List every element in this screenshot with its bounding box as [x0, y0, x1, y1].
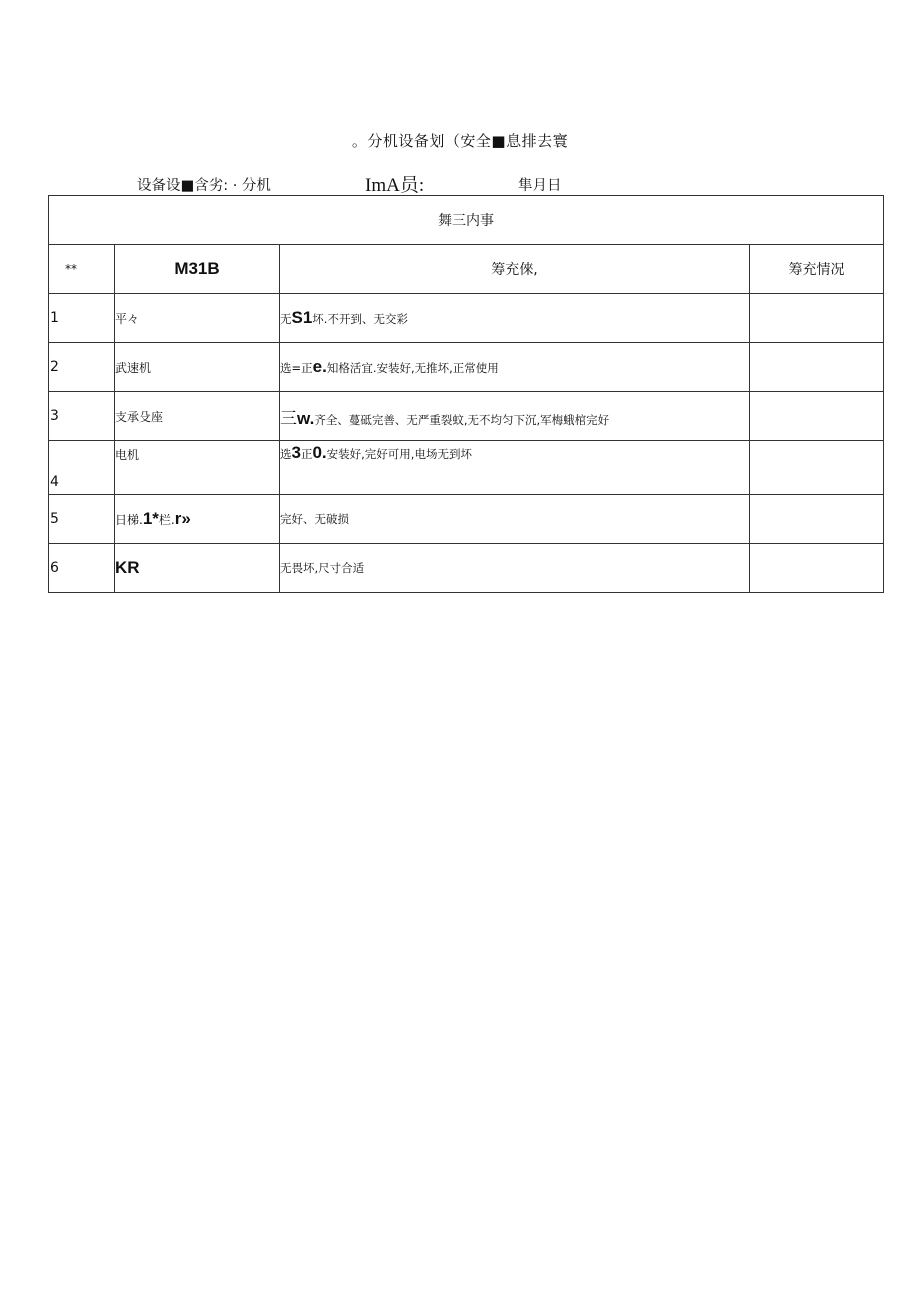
section-title: 舞三内事: [49, 196, 884, 245]
row-part: [115, 495, 280, 544]
req-emphasis-2: 0.: [312, 443, 327, 462]
row-requirement: [280, 392, 750, 441]
part-prefix: 日梯.: [115, 513, 143, 527]
row-part: KR: [115, 544, 280, 593]
table-row: [49, 544, 884, 593]
inspector-label: ImA员:: [365, 175, 425, 196]
row-number: 6: [49, 544, 115, 593]
table-row: [49, 441, 884, 495]
row-status: [750, 392, 884, 441]
section-header-row: [49, 196, 884, 245]
row-status: [750, 544, 884, 593]
document-title: 。分机设备划（安全■息排去寰: [351, 132, 569, 150]
date-label: 隼月日: [518, 178, 562, 194]
req-mid: 正: [300, 447, 313, 461]
row-number: 1: [49, 294, 115, 343]
table-row: [49, 294, 884, 343]
row-requirement: 无畏坏,尺寸合适: [280, 544, 750, 593]
req-prefix: 选=正: [280, 361, 313, 375]
row-part: 武速机: [115, 343, 280, 392]
table-row: [49, 495, 884, 544]
row-status: [750, 495, 884, 544]
req-emphasis: w.: [297, 408, 315, 428]
req-text: 坏.不开到、无交彩: [312, 312, 408, 326]
row-number: 2: [49, 343, 115, 392]
part-emphasis: 1*: [142, 509, 159, 528]
row-number: 5: [49, 495, 115, 544]
header-part: M31B: [115, 245, 280, 294]
req-prefix: 选: [280, 447, 292, 461]
row-status: [750, 294, 884, 343]
inspection-table: [48, 195, 884, 593]
row-status: [750, 441, 884, 495]
row-requirement: 完好、无破损: [280, 495, 750, 544]
req-prefix: 三: [280, 408, 297, 429]
req-prefix: 无: [280, 312, 292, 326]
part-mid: 栏.: [158, 513, 175, 527]
table-row: [49, 392, 884, 441]
req-text: 安装好,完好可用,电场无到坏: [326, 447, 472, 461]
req-emphasis: S1: [291, 308, 313, 327]
row-part: 电机: [115, 441, 280, 495]
row-number: 3: [49, 392, 115, 441]
header-no: **: [49, 245, 115, 294]
req-emphasis: 3: [291, 443, 301, 462]
row-part: 平々: [115, 294, 280, 343]
row-part: 支承殳座: [115, 392, 280, 441]
req-text: 知格活宜.安装好,无推坏,正常使用: [326, 361, 499, 375]
column-header-row: [49, 245, 884, 294]
header-requirement: 筹充倈,: [280, 245, 750, 294]
table-row: [49, 343, 884, 392]
row-number: 4: [49, 441, 115, 495]
row-requirement: [280, 294, 750, 343]
req-text: 齐全、蔓砥完善、无严重裂蚊,无不均匀下沉,军梅蛾棺完好: [314, 412, 610, 427]
row-status: [750, 343, 884, 392]
header-status: 筹充情况: [750, 245, 884, 294]
row-requirement: [280, 343, 750, 392]
meta-row: [0, 172, 920, 194]
device-label: 设备设■含劣: · 分机: [137, 178, 271, 194]
part-emphasis-2: r»: [174, 509, 191, 528]
req-emphasis: e.: [312, 357, 327, 376]
row-requirement: [280, 441, 750, 495]
